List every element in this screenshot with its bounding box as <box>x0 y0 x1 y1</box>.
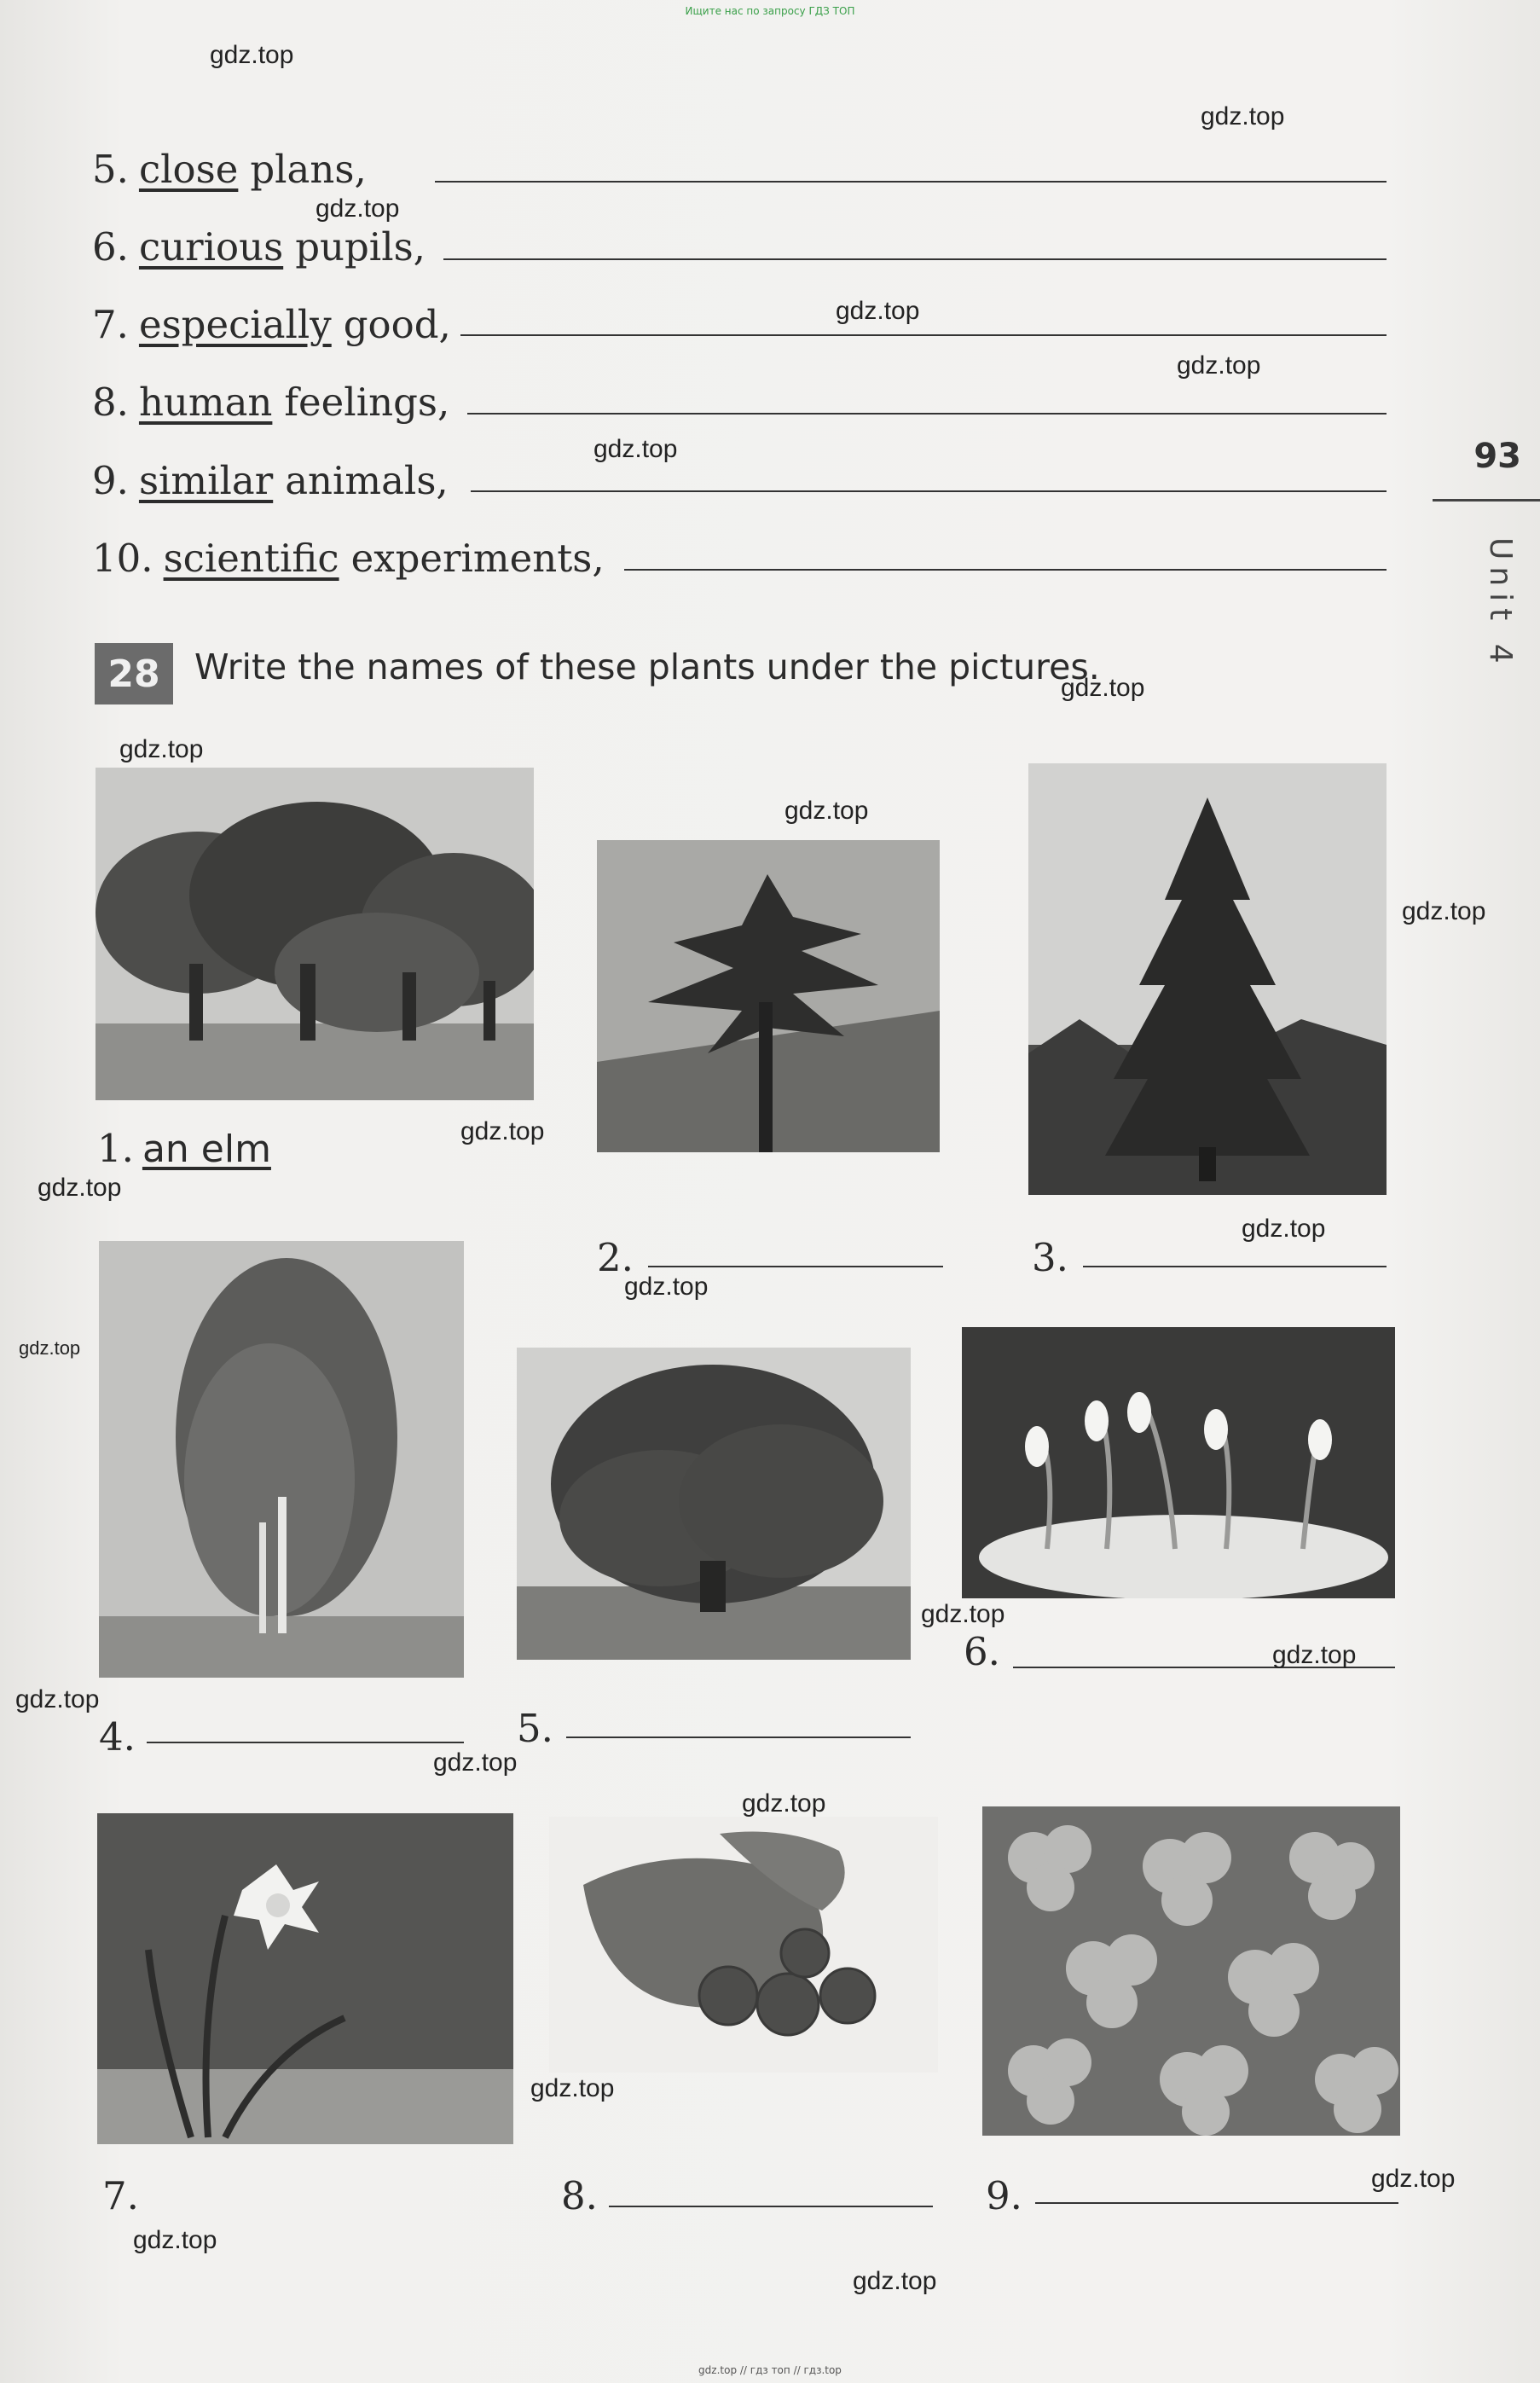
watermark: gdz.top <box>133 2226 217 2254</box>
answer-line[interactable] <box>471 490 1387 492</box>
oak-photo <box>517 1348 911 1660</box>
watermark: gdz.top <box>316 194 400 223</box>
watermark: gdz.top <box>836 297 920 325</box>
phrase-item: 9. similar animals, <box>92 458 449 503</box>
footer-note: gdz.top // гдз топ // гдз.top <box>698 2364 842 2376</box>
underlined-word: especially <box>138 302 332 347</box>
watermark: gdz.top <box>433 1748 518 1777</box>
watermark: gdz.top <box>1061 674 1145 702</box>
picture-label-9: 9. <box>986 2173 1022 2218</box>
picture-label-8: 8. <box>561 2173 598 2218</box>
watermark: gdz.top <box>853 2267 937 2295</box>
phrase-item: 7. especially good, <box>92 302 451 347</box>
watermark: gdz.top <box>1177 351 1261 380</box>
picture-label-7: 7. <box>102 2173 139 2218</box>
watermark: gdz.top <box>1272 1641 1357 1669</box>
phrase-item: 10. scientific experiments, <box>92 536 605 581</box>
page-number: 93 <box>1473 437 1521 476</box>
exercise-number-badge: 28 <box>95 643 173 704</box>
answer-line[interactable] <box>435 181 1387 183</box>
answer-line[interactable] <box>1035 2202 1398 2204</box>
watermark: gdz.top <box>460 1117 545 1145</box>
burdock-photo <box>549 1817 938 2073</box>
phrase-item: 5. close plans, <box>92 147 367 192</box>
underlined-word: curious <box>138 224 284 270</box>
unit-label: Unit 4 <box>1483 537 1518 670</box>
picture-label-4: 4. <box>99 1714 136 1760</box>
watermark: gdz.top <box>38 1174 122 1202</box>
answer-text[interactable]: an elm <box>142 1128 271 1171</box>
answer-line[interactable] <box>443 258 1387 260</box>
clover-photo <box>982 1806 1400 2136</box>
watermark: gdz.top <box>530 2074 615 2102</box>
watermark: gdz.top <box>119 735 204 763</box>
watermark: gdz.top <box>15 1685 100 1713</box>
phrase-item: 8. human feelings, <box>92 380 450 425</box>
answer-line[interactable] <box>147 1742 464 1743</box>
answer-line[interactable] <box>1083 1266 1387 1267</box>
watermark: gdz.top <box>1402 897 1486 925</box>
daffodil-photo <box>97 1813 513 2144</box>
answer-line[interactable] <box>609 2206 933 2207</box>
answer-line[interactable] <box>648 1266 943 1267</box>
watermark: gdz.top <box>921 1600 1005 1628</box>
exercise-instruction: Write the names of these plants under the pictures. <box>194 646 1100 687</box>
elm-photo <box>96 768 534 1100</box>
watermark: gdz.top <box>1242 1215 1326 1243</box>
underlined-word: similar <box>138 458 274 503</box>
underlined-word: human <box>138 380 273 425</box>
phrase-item: 6. curious pupils, <box>92 224 426 270</box>
underlined-word: scientific <box>163 536 339 581</box>
watermark: gdz.top <box>784 797 869 825</box>
watermark: gdz.top <box>1371 2165 1456 2193</box>
divider <box>1433 499 1540 502</box>
answer-line[interactable] <box>566 1737 911 1738</box>
picture-label-6: 6. <box>964 1629 1000 1674</box>
picture-label-3: 3. <box>1032 1235 1068 1280</box>
header-note: Ищите нас по запросу ГДЗ ТОП <box>685 5 855 17</box>
fir-photo <box>1028 763 1387 1195</box>
watermark: gdz.top <box>624 1273 709 1301</box>
underlined-word: close <box>138 147 239 192</box>
watermark: gdz.top <box>593 435 678 463</box>
picture-label-5: 5. <box>517 1706 553 1751</box>
watermark: gdz.top <box>19 1337 81 1359</box>
watermark: gdz.top <box>742 1789 826 1818</box>
watermark: gdz.top <box>210 41 294 69</box>
pine-photo <box>597 840 940 1152</box>
answer-line[interactable] <box>460 334 1387 336</box>
answer-line[interactable] <box>624 569 1387 571</box>
picture-label-2: 2. <box>597 1235 634 1280</box>
snowdrops-photo <box>962 1327 1395 1598</box>
watermark: gdz.top <box>1201 102 1285 130</box>
answer-line[interactable] <box>467 413 1387 415</box>
birch-photo <box>99 1241 464 1678</box>
picture-label-1: 1. an elm <box>97 1126 271 1171</box>
